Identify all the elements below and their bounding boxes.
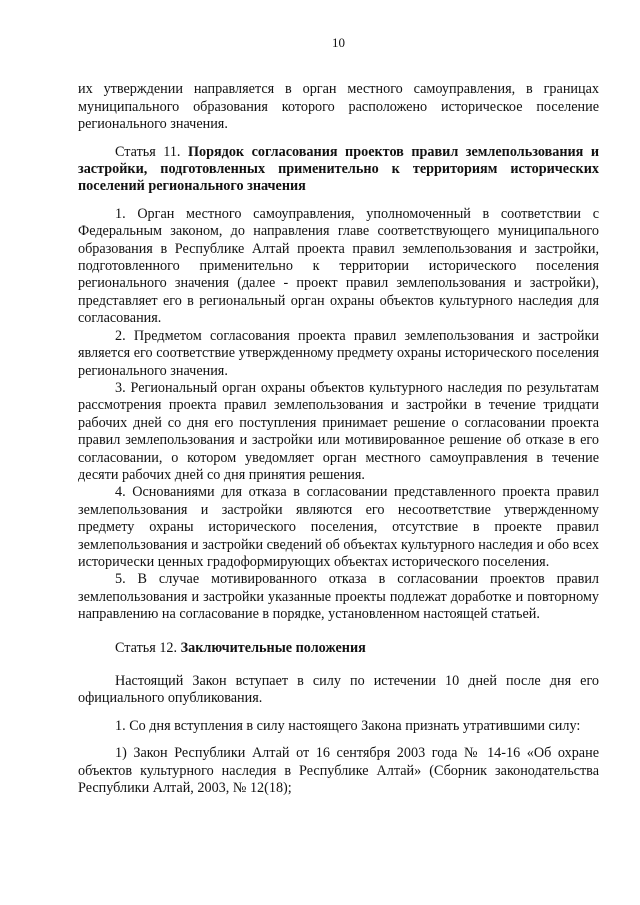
article-12-paragraph-3: 1) Закон Республики Алтай от 16 сентября 2003 года № 14-16 «Об охране объектов культурного наследия в Республике Алтай» (Сборник законодательства Республики Алтай, 2003, № 12(18); (78, 745, 599, 797)
article-11-label: Статья 11. (115, 143, 181, 160)
article-11-paragraph-5: 5. В случае мотивированного отказа в согласовании проектов правил землепользования и застройки указанные проекты подлежат доработке и повторному направлению на согласование в порядке, установленном настоящей статьей. (78, 571, 599, 623)
article-12-label: Статья 12. (115, 639, 178, 656)
intro-continuation: их утверждении направляется в орган местного самоуправления, в границах муниципального образования которого расположено историческое поселение регионального значения. (78, 81, 599, 133)
article-12-title: Заключительные положения (180, 639, 366, 656)
article-12-heading (78, 640, 599, 657)
article-11-paragraph-3: 3. Региональный орган охраны объектов культурного наследия по результатам рассмотрения проекта правил землепользования и застройки в течение тридцати рабочих дней со дня его поступления принимает решение о согласовании проекта правил землепользования и застройки или мотивированное решение об отказе в его согласовании, о котором уведомляет орган местного самоуправления в течение десяти рабочих дней со дня принятия решения. (78, 379, 599, 483)
article-11-paragraph-4: 4. Основаниями для отказа в согласовании представленного проекта правил землепользования и застройки являются его несоответствие утвержденному предмету охраны исторического поселения, отсутствие в проекте правил землепользования и застройки сведений об объектах культурного наследия и обо всех исторически ценных градоформирующих объектах исторического поселения. (78, 484, 599, 570)
article-12-paragraph-2: 1. Со дня вступления в силу настоящего Закона признать утратившими силу: (115, 717, 581, 734)
article-11-heading (78, 144, 599, 196)
article-12-paragraph-1: Настоящий Закон вступает в силу по истечении 10 дней после дня его официального опубликования. (78, 673, 599, 707)
article-11-paragraph-1: 1. Орган местного самоуправления, уполномоченный в соответствии с Федеральным законом, до направления главе соответствующего муниципального образования в Республике Алтай проекта правил землепользования и застройки, подготовленного применительно к территории исторического поселения регионального значения (далее - проект правил землепользования и застройки), представляет его в региональный орган охраны объектов культурного наследия для согласования. (78, 205, 599, 327)
page-number: 10 (332, 35, 345, 50)
article-11-paragraph-2: 2. Предметом согласования проекта правил землепользования и застройки является его соответствие утвержденному предмету охраны исторического поселения регионального значения. (78, 327, 599, 379)
article-11-title: Порядок согласования проектов правил землепользования и застройки, подготовленных применительно к территориям исторических поселений регионального значения (78, 143, 600, 195)
